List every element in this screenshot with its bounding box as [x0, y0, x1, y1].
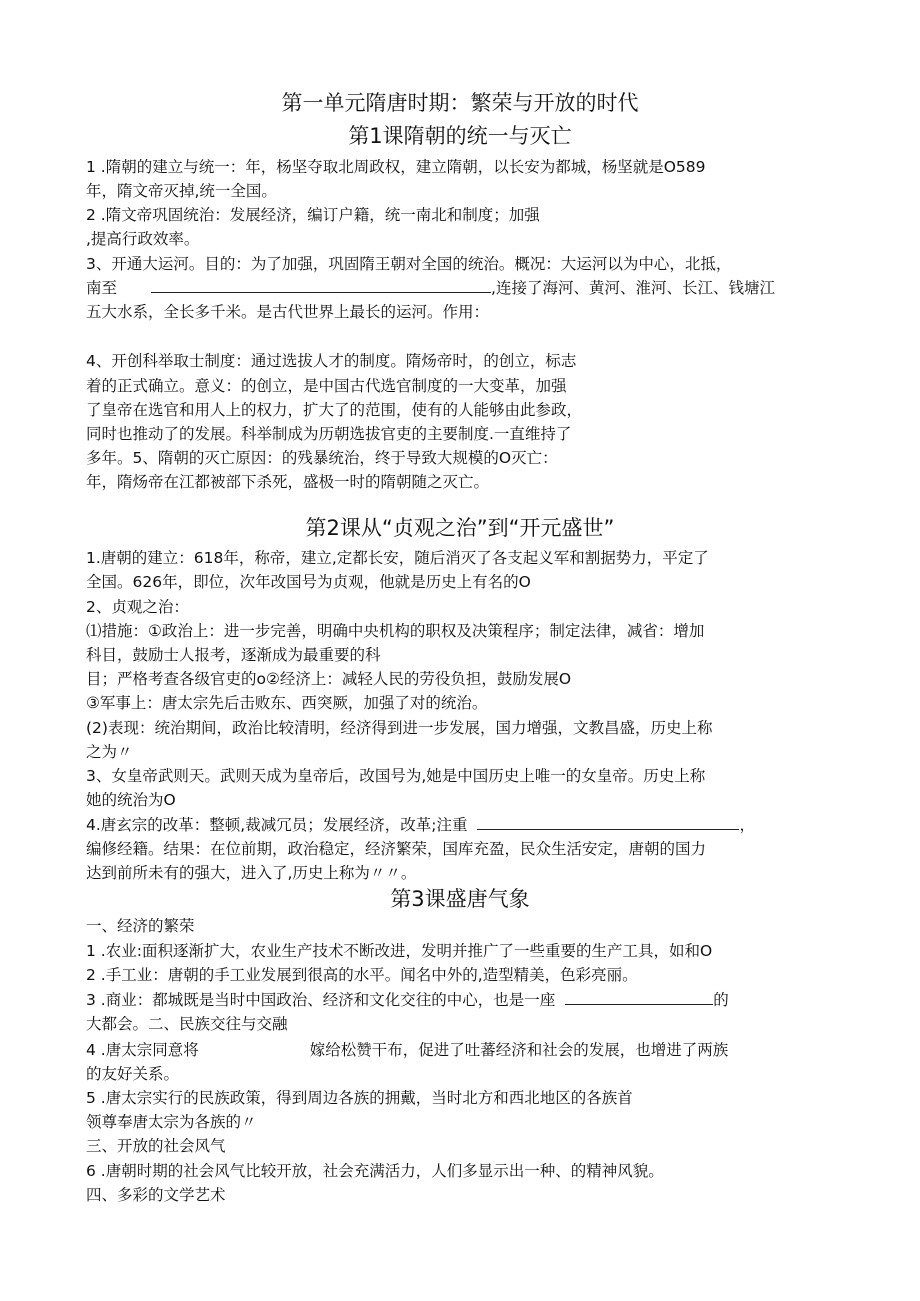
- lesson3-title: 第3课盛唐气象: [390, 887, 530, 911]
- lesson2-line: 2、贞观之治：: [86, 598, 189, 616]
- lesson2-line: ⑴措施：①政治上：进一步完善，明确中央机构的职权及决策程序；制定法律，减省：增加: [86, 622, 705, 640]
- lesson2-line: (2)表现：统治期间，政治比较清明，经济得到进一步发展，国力增强，文教昌盛，历史上称: [86, 719, 713, 737]
- unit-title: 第一单元隋唐时期：繁荣与开放的时代: [281, 91, 639, 115]
- lesson1-line: 同时也推动了的发展。科举制成为历朝选拔官吏的主要制度.一直维持了: [86, 425, 572, 443]
- lesson2-line: [86, 814, 755, 836]
- lesson1-line: 着的正式确立。意义：的创立，是中国古代选官制度的一大变革，加强: [86, 377, 567, 395]
- lesson3-line: 5 .唐太宗实行的民族政策，得到周边各族的拥戴，当时北方和西北地区的各族首: [86, 1089, 633, 1107]
- lesson3-line: 1 .农业:面积逐渐扩大，农业生产技术不断改进，发明并推广了一些重要的生产工具，如和O: [86, 942, 713, 960]
- lesson1-line: 多年。5、隋朝的灭亡原因：的残暴统治，终于导致大规模的O灭亡：: [86, 449, 558, 467]
- lesson3-line: 的友好关系。: [86, 1065, 180, 1083]
- lesson3-line: 大都会。二、民族交往与交融: [86, 1015, 288, 1033]
- text-span: ，: [739, 816, 755, 834]
- lesson3-line: [86, 989, 729, 1011]
- lesson1-line: [86, 277, 775, 299]
- lesson2-line: 她的统治为O: [86, 791, 176, 809]
- lesson2-line: 3、女皇帝武则天。武则天成为皇帝后，改国号为,她是中国历史上唯一的女皇帝。历史上称: [86, 767, 706, 785]
- fill-blank[interactable]: [565, 989, 713, 1005]
- lesson3-line: [86, 1039, 728, 1061]
- lesson2-line: 1.唐朝的建立：618年，称帝，建立,定都长安，随后消灭了各支起义军和割据势力，平定了: [86, 549, 709, 567]
- text-span: 嫁给松赞干布，促进了吐蕃经济和社会的发展，也增进了两族: [309, 1041, 729, 1059]
- fill-blank[interactable]: [477, 814, 739, 830]
- lesson3-line: 6 .唐朝时期的社会风气比较开放，社会充满活力，人们多显示出一种、的精神风貌。: [86, 1162, 664, 1180]
- lesson2-line: 编修经籍。结果：在位前期，政治稳定，经济繁荣，国库充盈，民众生活安定，唐朝的国力: [86, 840, 707, 858]
- lesson2-line: 全国。626年，即位，次年改国号为贞观，他就是历史上有名的O: [86, 573, 531, 591]
- text-span: ,连接了海河、黄河、淮河、长江、钱塘江: [491, 279, 775, 297]
- lesson1-line: 4、开创科举取士制度：通过选拔人才的制度。隋炀帝时，的创立，标志: [86, 352, 577, 370]
- lesson1-line: 五大水系，全长多千米。是古代世界上最长的运河。作用：: [86, 303, 490, 321]
- section-heading: 一、经济的繁荣: [86, 917, 195, 935]
- lesson3-line: 2 .手工业：唐朝的手工业发展到很高的水平。闻名中外的,造型精美，色彩亮丽。: [86, 966, 638, 984]
- lesson1-line: 年，隋文帝灭掉,统一全国。: [86, 182, 277, 200]
- lesson2-line: 科目，鼓励士人报考，逐渐成为最重要的科: [86, 646, 381, 664]
- lesson1-line: 3、开通大运河。目的：为了加强，巩固隋王朝对全国的统治。概况：大运河以为中心，北抵，: [86, 255, 732, 273]
- lesson1-title: 第1课隋朝的统一与灭亡: [348, 124, 572, 148]
- fill-blank[interactable]: [151, 277, 491, 293]
- lesson1-line: ,提高行政效率。: [86, 230, 200, 248]
- lesson1-line: 1 .隋朝的建立与统一：年，杨坚夺取北周政权，建立隋朝，以长安为都城，杨坚就是O589: [86, 158, 706, 176]
- lesson2-title: 第2课从“贞观之治”到“开元盛世”: [305, 516, 615, 540]
- lesson1-line: 了皇帝在选官和用人上的权力，扩大了的范围，使有的人能够由此参政，: [86, 401, 583, 419]
- lesson1-line: 年，隋炀帝在江都被部下杀死，盛极一时的隋朝随之灭亡。: [86, 473, 490, 491]
- lesson2-line: 达到前所未有的强大，进入了,历史上称为〃〃。: [86, 864, 417, 882]
- lesson1-line: 2 .隋文帝巩固统治：发展经济，编订户籍，统一南北和制度；加强: [86, 206, 540, 224]
- lesson3-line: 领尊奉唐太宗为各族的〃: [86, 1113, 257, 1131]
- text-span: 的: [713, 991, 729, 1009]
- lesson2-line: ③军事上：唐太宗先后击败东、西突厥，加强了对的统治。: [86, 694, 488, 712]
- text-span: 南至: [86, 279, 118, 297]
- text-span: 4.唐玄宗的改革：整顿,裁减冗员；发展经济，改革;注重: [86, 816, 468, 834]
- section-heading: 四、多彩的文学艺术: [86, 1186, 226, 1204]
- text-span: 3 .商业：都城既是当时中国政治、经济和文化交往的中心，也是一座: [86, 991, 556, 1009]
- lesson2-line: 之为〃: [86, 743, 133, 761]
- lesson2-line: 目；严格考查各级官吏的o②经济上：减轻人民的劳役负担，鼓励发展O: [86, 670, 572, 688]
- text-span: 4 .唐太宗同意将: [86, 1041, 199, 1059]
- section-heading: 三、开放的社会风气: [86, 1137, 226, 1155]
